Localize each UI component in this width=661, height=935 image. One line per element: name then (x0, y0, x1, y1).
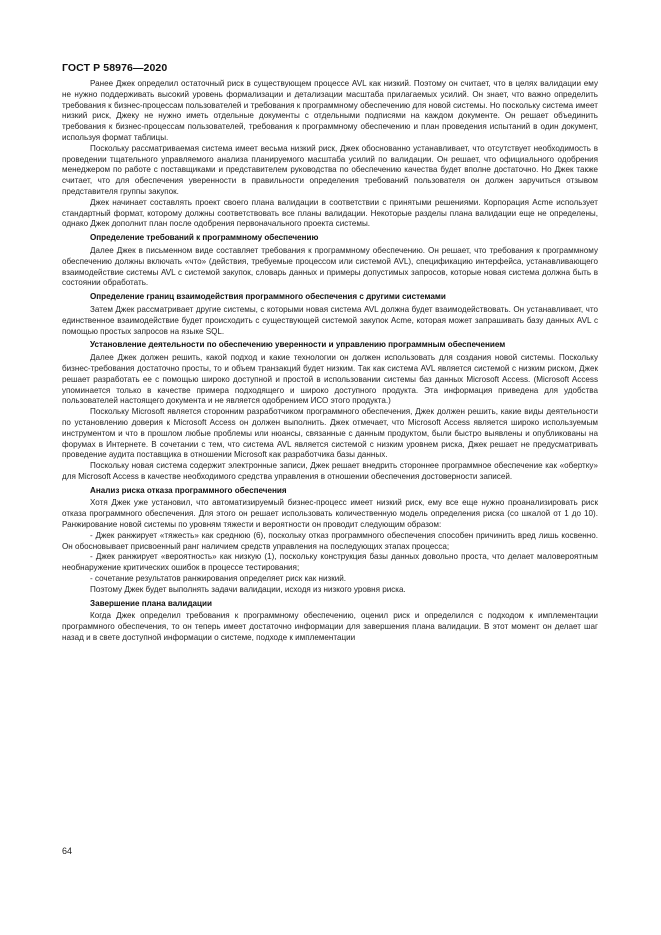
paragraph: Поскольку новая система содержит электронные записи, Джек решает внедрить стороннее программное обеспечение как «обертку» для Microsoft Access в качестве необходимого средства управления в отношении обеспечения достоверности записей. (62, 461, 598, 481)
paragraph: Поскольку Microsoft является сторонним разработчиком программного обеспечения, Джек должен решить, какие виды деятельности по установлению доверия к Microsoft Access он должен выполнить. Джек отмечает, что Microsoft Access является широко используемым инструментом и что в прошлом любые проблемы или нюансы, связанные с данным продуктом, были быстро выявлены и опубликованы на форумах в Интернете. В сочетании с тем, что система AVL является системой с низким уровнем риска, Джек решает не предусматривать проведение аудита поставщика в отношении Microsoft как разработчика базы данных. (62, 407, 598, 460)
section-heading-risk-analysis: Анализ риска отказа программного обеспечения (90, 485, 287, 495)
list-item: - сочетание результатов ранжирования определяет риск как низкий. (90, 574, 347, 584)
page-number: 64 (62, 846, 73, 856)
paragraph: Ранее Джек определил остаточный риск в существующем процессе AVL как низкий. Поэтому он считает, что в целях валидации ему не нужно поддерживать высокий уровень формализации и детализации масштаба прилагаемых усилий. Он знает, что важно определить требования к бизнес-процессам пользователей и требования к программному обеспечению для новой системы. Но поскольку система имеет низкий риск, Джеку не нужно иметь отдельные документы с отдельными подписями на каждом документе. Он решает объединить требования к бизнес-процессам пользователей, требования к программному обеспечению и план проведения испытаний в один документ, используя формат таблицы. (62, 79, 598, 142)
section-heading-assurance: Установление деятельности по обеспечению уверенности и управлению программным обеспечением (90, 340, 506, 350)
document-body (62, 79, 598, 644)
section-heading-plan-completion: Завершение плана валидации (90, 598, 212, 608)
paragraph: Поэтому Джек будет выполнять задачи валидации, исходя из низкого уровня риска. (90, 584, 406, 594)
paragraph: Далее Джек в письменном виде составляет требования к программному обеспечению. Он решает, что требования к программному обеспечению должны включать «что» (действия, требуемые процессом или системой AVL), спецификацию интерфейса, устанавливающего взаимодействие системы AVL с системой закупок, словарь данных и примеры допустимых запросов, которые новая система должна быть в состоянии обработать. (62, 245, 598, 288)
paragraph: Когда Джек определил требования к программному обеспечению, оценил риск и определился с подходом к имплементации программного обеспечения, то он теперь имеет достаточно информации для завершения плана валидации. В этот момент он делает шаг назад и в свете доступной информации о системе, подходе к имплементации (62, 611, 598, 643)
paragraph: Далее Джек должен решить, какой подход и какие технологии он должен использовать для создания новой системы. Поскольку бизнес-требования достаточно просты, то и объем транзакций будет низким. Так как система AVL является системой с низким риском, Джек решает разработать ее с помощью широко доступной и простой в использовании системы баз данных Microsoft Access. (Microsoft Access упоминается только в качестве примера подходящего и широко доступного продукта. Эта информация приведена для удобства пользователей настоящего документа и не является одобрением ИСО этого продукта.) (62, 353, 598, 406)
paragraph: Хотя Джек уже установил, что автоматизируемый бизнес-процесс имеет низкий риск, ему все еще нужно проанализировать риск отказа программного обеспечения. Для этого он решает использовать количественную модель определения риска (со шкалой от 1 до 10). Ранжирование новой системы по уровням тяжести и вероятности он проводит следующим образом: (62, 498, 598, 530)
section-heading-interfaces: Определение границ взаимодействия программного обеспечения с другими системами (90, 292, 446, 302)
paragraph: Затем Джек рассматривает другие системы, с которыми новая система AVL должна будет взаимодействовать. Он устанавливает, что единственное взаимодействие будет происходить с существующей системой закупок Acme, которая может запрашивать базу данных AVL с помощью простых запросов на языке SQL. (62, 304, 598, 336)
list-item: - Джек ранжирует «вероятность» как низкую (1), поскольку конструкция базы данных довольно проста, что делает маловероятным необнаружение критических ошибок в процессе тестирования; (62, 552, 598, 573)
paragraph: Джек начинает составлять проект своего плана валидации в соответствии с принятыми решениями. Корпорация Acme использует стандартный формат, которому должны соответствовать все планы валидации. Некоторые разделы плана валидации еще не определены, однако Джек дополнит план после одобрения первоначального проекта системы. (62, 197, 598, 229)
standard-header: ГОСТ Р 58976—2020 (62, 62, 168, 74)
section-heading-requirements: Определение требований к программному обеспечению (90, 233, 319, 243)
paragraph: Поскольку рассматриваемая система имеет весьма низкий риск, Джек обоснованно устанавливает, что отсутствует необходимость в проведении тщательного управляемого анализа планируемого масштаба усилий по валидации. Он решает, что официального одобрения менеджером по работе с поставщиками и представителем руководства по обеспечению качества будет вполне достаточно. Но Джек также считает, что для обеспечения уверенности в правильности определения требований пользователя он должен заручиться отзывом представителя группы закупок. (62, 143, 598, 196)
list-item: - Джек ранжирует «тяжесть» как среднюю (6), поскольку отказ программного обеспечения способен причинить вред лишь косвенно. Он обосновывает присвоенный ранг наличием средств управления на последующих этапах процесса; (62, 530, 598, 551)
